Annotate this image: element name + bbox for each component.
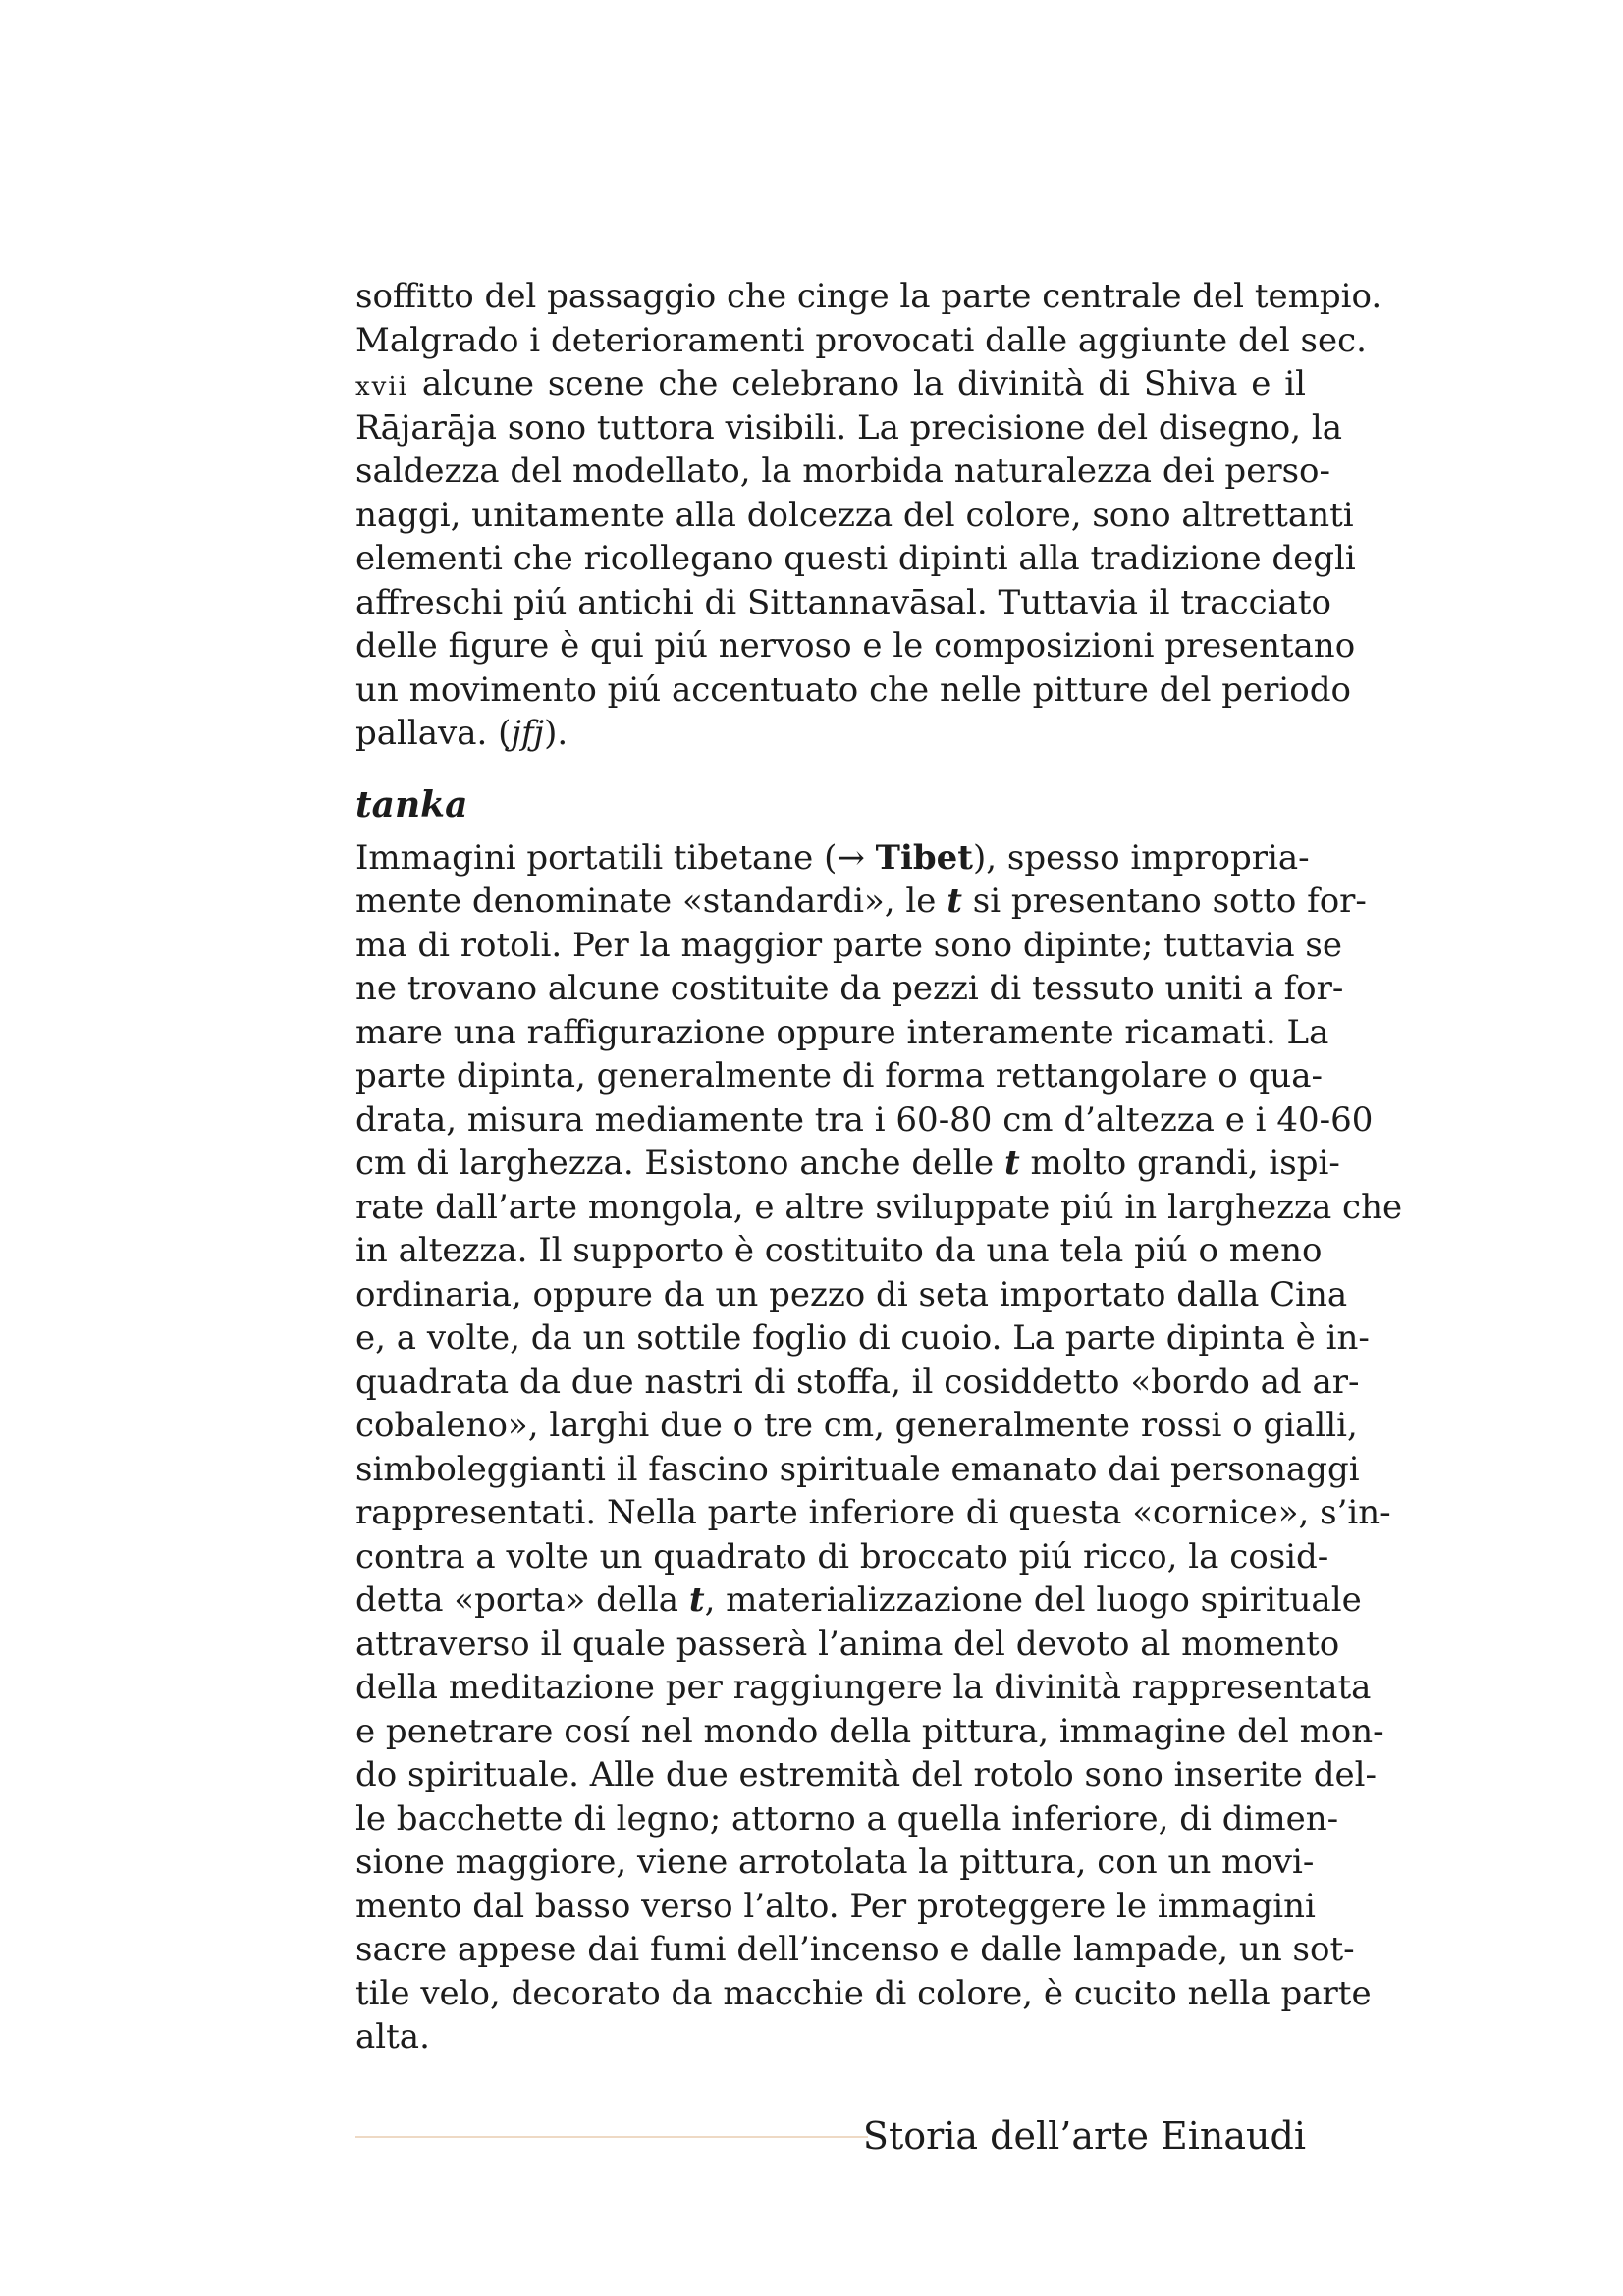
- entry-abbreviation: t: [1003, 1144, 1020, 1183]
- text-line: simboleggianti il fascino spirituale emanato dai personaggi: [355, 1449, 1360, 1489]
- text-line: naggi, unitamente alla dolcezza del colore, sono altrettanti: [355, 495, 1354, 535]
- text-span: Immagini portatili tibetane (→: [355, 837, 876, 878]
- text-line: Malgrado i deterioramenti provocati dalle aggiunte del sec.: [355, 320, 1367, 360]
- text-line: sacre appese dai fumi dell’incenso e dalle lampade, un sot-: [355, 1930, 1355, 1969]
- text-line: contra a volte un quadrato di broccato piú ricco, la cosid-: [355, 1536, 1329, 1576]
- entry-abbreviation: t: [688, 1580, 705, 1620]
- text-span: alcune scene che celebrano la divinità di Shiva e il: [407, 364, 1306, 403]
- text-span: si presentano sotto for-: [961, 881, 1367, 921]
- text-line: e penetrare cosí nel mondo della pittura, immagine del mon-: [355, 1711, 1384, 1751]
- text-line: do spirituale. Alle due estremità del rotolo sono inserite del-: [355, 1755, 1377, 1794]
- text-line: quadrata da due nastri di stoffa, il cosiddetto «bordo ad ar-: [355, 1362, 1360, 1402]
- text-line: [355, 712, 1306, 756]
- text-span: ).: [544, 714, 568, 753]
- text-line: rappresentati. Nella parte inferiore di questa «cornice», s’in-: [355, 1493, 1391, 1532]
- text-line: alta.: [355, 2017, 430, 2056]
- author-initials: jfj: [511, 714, 545, 753]
- text-line: soffitto del passaggio che cinge la parte centrale del tempio.: [355, 277, 1382, 316]
- footer-rule: [355, 2136, 868, 2138]
- entry-abbreviation: t: [947, 881, 962, 921]
- text-line: cobaleno», larghi due o tre cm, generalmente rossi o gialli,: [355, 1406, 1358, 1445]
- entry-paragraph: [355, 836, 1403, 2059]
- text-line: un movimento piú accentuato che nelle pitture del periodo: [355, 669, 1351, 710]
- text-line: parte dipinta, generalmente di forma rettangolare o qua-: [355, 1056, 1323, 1095]
- text-line: affreschi piú antichi di Sittannavāsal. Tuttavia il tracciato: [355, 582, 1331, 622]
- text-line: ordinaria, oppure da un pezzo di seta importato dalla Cina: [355, 1274, 1348, 1314]
- text-line: ne trovano alcune costituite da pezzi di tessuto uniti a for-: [355, 969, 1344, 1008]
- text-line: [355, 880, 1367, 924]
- continued-paragraph: [355, 275, 1382, 756]
- text-line: [355, 362, 1306, 406]
- text-span: cm di larghezza. Esistono anche delle: [355, 1144, 1004, 1183]
- page-body: [355, 275, 1403, 2059]
- text-span: , materializzazione del luogo spirituale: [704, 1580, 1362, 1620]
- entry-heading: tanka: [355, 783, 468, 826]
- text-span: detta «porta» della: [355, 1580, 689, 1620]
- text-line: mento dal basso verso l’alto. Per proteggere le immagini: [355, 1886, 1316, 1926]
- text-line: elementi che ricollegano questi dipinti alla tradizione degli: [355, 539, 1356, 578]
- text-line: drata, misura mediamente tra i 60-80 cm d’altezza e i 40-60: [355, 1099, 1374, 1140]
- footer-title: Storia dell’arte Einaudi: [862, 2114, 1306, 2158]
- text-span: ), spesso impropria-: [972, 837, 1310, 878]
- text-line: attraverso il quale passerà l’anima del devoto al momento: [355, 1624, 1340, 1664]
- text-line: saldezza del modellato, la morbida naturalezza dei perso-: [355, 452, 1330, 491]
- cross-reference: Tibet: [875, 837, 973, 878]
- text-line: mare una raffigurazione oppure interamente ricamati. La: [355, 1012, 1329, 1052]
- text-line: in altezza. Il supporto è costituito da una tela piú o meno: [355, 1231, 1323, 1270]
- text-span: mente denominate «standardi», le: [355, 881, 947, 921]
- text-line: delle figure è qui piú nervoso e le composizioni presentano: [355, 626, 1356, 666]
- text-line: ma di rotoli. Per la maggior parte sono dipinte; tuttavia se: [355, 925, 1342, 965]
- text-line: [355, 1142, 1340, 1186]
- text-span: pallava. (: [355, 714, 512, 753]
- text-line: le bacchette di legno; attorno a quella inferiore, di dimen-: [355, 1798, 1339, 1839]
- text-line: [355, 836, 1310, 881]
- text-span: molto grandi, ispi-: [1019, 1144, 1340, 1183]
- text-line: sione maggiore, viene arrotolata la pittura, con un movi-: [355, 1842, 1315, 1882]
- text-line: tile velo, decorato da macchie di colore, è cucito nella parte: [355, 1973, 1372, 2013]
- text-line: rate dall’arte mongola, e altre sviluppate piú in larghezza che: [355, 1187, 1403, 1227]
- century-numeral: xvii: [355, 372, 408, 401]
- text-line: Rājarāja sono tuttora visibili. La precisione del disegno, la: [355, 407, 1343, 448]
- text-line: [355, 1578, 1362, 1623]
- text-line: e, a volte, da un sottile foglio di cuoio. La parte dipinta è in-: [355, 1318, 1370, 1358]
- text-line: della meditazione per raggiungere la divinità rappresentata: [355, 1668, 1372, 1707]
- page-footer: [355, 2109, 1306, 2163]
